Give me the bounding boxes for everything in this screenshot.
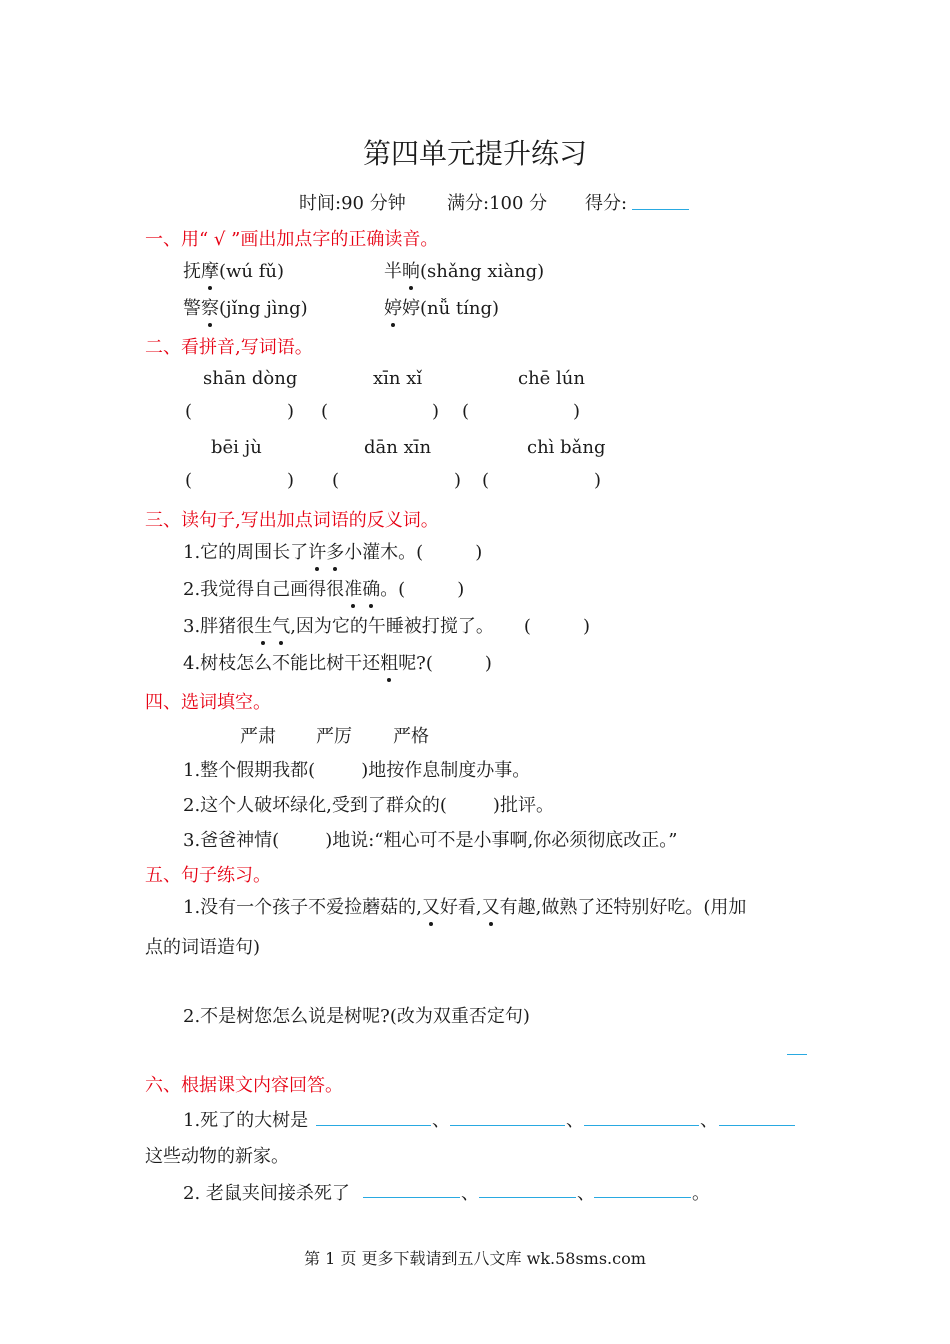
s5-question-1	[183, 893, 746, 919]
s5-q1-text: 1.没有一个孩子不爱捡蘑菇的,	[183, 897, 422, 918]
s6-q1-text: 1.死了的大树是	[183, 1110, 309, 1131]
answer-paren-close: )	[573, 401, 581, 422]
s3-q4-text: 呢?(	[398, 653, 433, 674]
s6-separator: 、	[700, 1110, 718, 1131]
time-limit: 时间:90 分钟	[299, 193, 406, 214]
s3-q3-dotted-char: 气	[272, 612, 290, 638]
s1-w1-dotted-char: 摩	[201, 257, 219, 283]
answer-paren-open: (	[332, 470, 340, 491]
s3-q4-text: 4.树枝怎么不能比树干还	[183, 653, 381, 674]
pinyin-item: xīn xǐ	[373, 368, 423, 389]
s6-q2-blank-2[interactable]	[479, 1197, 576, 1198]
s3-q4-paren-close: )	[484, 653, 492, 674]
answer-paren-close: )	[454, 470, 462, 491]
s1-w4-char-b: 婷	[402, 298, 420, 319]
s1-w1-char-a: 抚	[183, 261, 201, 282]
s4-q1-text: )地按作息制度办事。	[361, 760, 531, 781]
section-6-heading: 六、根据课文内容回答。	[145, 1075, 343, 1096]
s3-q1-dotted-char: 多	[326, 538, 344, 564]
s1-w3-dotted-char: 察	[201, 294, 219, 320]
s5-q1-dotted-char: 又	[422, 893, 440, 919]
s6-separator: 、	[566, 1110, 584, 1131]
s6-q2-blank-1[interactable]	[363, 1197, 460, 1198]
s4-question-1	[183, 756, 530, 782]
s1-word-3	[183, 294, 308, 320]
s3-q3-paren-open: (	[523, 616, 531, 637]
score-label: 得分:	[585, 193, 628, 214]
word-choice: 严格	[393, 726, 429, 747]
s5-q1-answer-area[interactable]	[183, 960, 793, 994]
s3-q3-text: ,因为它的午睡被打搅了。	[290, 616, 494, 637]
s5-q1-continuation: 点的词语造句)	[145, 937, 261, 958]
s4-q3-text: 3.爸爸神情(	[183, 830, 280, 851]
s3-q1-text: 1.它的周围长了	[183, 542, 309, 563]
answer-paren-close: )	[287, 401, 295, 422]
s1-w3-char-a: 警	[183, 298, 201, 319]
section-1-heading: 一、用“ √ ”画出加点字的正确读音。	[145, 229, 439, 250]
s4-q3-text: )地说:“粗心可不是小事啊,你必须彻底改正。”	[325, 830, 678, 851]
s1-w1-pinyin-options[interactable]: (wú fǔ)	[219, 261, 285, 282]
answer-paren-open: (	[462, 401, 470, 422]
section-2-heading: 二、看拼音,写词语。	[145, 337, 313, 358]
s1-w2-pinyin-options[interactable]: (shǎng xiàng)	[420, 261, 545, 282]
s6-separator: 、	[432, 1110, 450, 1131]
s3-q2-dotted-char: 确	[362, 575, 380, 601]
answer-paren-close: )	[287, 470, 295, 491]
answer-paren-close: )	[594, 470, 602, 491]
s3-q2-paren-close: )	[457, 579, 465, 600]
s1-w4-dotted-char: 婷	[384, 294, 402, 320]
s3-q3-paren-close: )	[582, 616, 590, 637]
s3-question-1	[183, 538, 482, 564]
pinyin-item: shān dòng	[203, 368, 298, 389]
full-score: 满分:100 分	[447, 193, 548, 214]
s5-question-2: 2.不是树您怎么说是树呢?(改为双重否定句)	[183, 1006, 530, 1027]
s1-w2-dotted-char: 晌	[402, 257, 420, 283]
s3-q1-paren-close: )	[475, 542, 483, 563]
pinyin-item: chē lún	[518, 368, 585, 389]
answer-paren-open: (	[185, 401, 193, 422]
pinyin-item: bēi jù	[211, 437, 262, 458]
s1-w4-pinyin-options[interactable]: (nǚ tíng)	[420, 298, 500, 319]
s3-q2-dotted-char: 准	[344, 575, 362, 601]
s6-q1-blank-4[interactable]	[719, 1125, 795, 1126]
score-blank[interactable]	[632, 209, 689, 210]
s3-q3-text: 3.胖猪很	[183, 616, 255, 637]
s1-word-4	[384, 294, 499, 320]
s4-q2-text: 2.这个人破坏绿化,受到了群众的(	[183, 795, 447, 816]
s3-question-3	[183, 612, 590, 638]
s1-word-1	[183, 257, 284, 283]
page-footer: 第 1 页 更多下载请到五八文库 wk.58sms.com	[304, 1249, 646, 1268]
s5-q1-text: 好看,	[439, 897, 482, 918]
section-5-heading: 五、句子练习。	[145, 865, 271, 886]
s6-q1-continuation: 这些动物的新家。	[145, 1146, 289, 1167]
s3-question-4	[183, 649, 492, 675]
pinyin-item: chì bǎng	[527, 437, 606, 458]
s6-q2-text: 2. 老鼠夹间接杀死了	[183, 1183, 350, 1204]
s1-w2-char-a: 半	[384, 261, 402, 282]
word-choice: 严肃	[240, 726, 276, 747]
page-title: 第四单元提升练习	[362, 137, 587, 170]
s5-q2-answer-line[interactable]	[787, 1054, 807, 1055]
section-4-heading: 四、选词填空。	[145, 692, 271, 713]
s4-question-3	[183, 826, 677, 852]
answer-paren-open: (	[185, 470, 193, 491]
s4-question-2	[183, 791, 554, 817]
s4-q2-text: )批评。	[492, 795, 554, 816]
s3-q3-dotted-char: 生	[254, 612, 272, 638]
pinyin-item: dān xīn	[364, 437, 432, 458]
s6-end-mark: 。	[692, 1183, 710, 1204]
section-3-heading: 三、读句子,写出加点词语的反义词。	[145, 510, 439, 531]
s1-w3-pinyin-options[interactable]: (jǐng jìng)	[219, 298, 308, 319]
answer-paren-open: (	[321, 401, 329, 422]
s3-question-2	[183, 575, 464, 601]
s6-q1-blank-1[interactable]	[316, 1125, 431, 1126]
s3-q1-dotted-char: 许	[308, 538, 326, 564]
s1-word-2	[384, 257, 544, 283]
s6-q1-blank-2[interactable]	[450, 1125, 565, 1126]
s5-q2-answer-area[interactable]	[183, 1030, 793, 1056]
s3-q1-text: 小灌木。(	[344, 542, 424, 563]
answer-paren-open: (	[482, 470, 490, 491]
s3-q4-dotted-char: 粗	[380, 649, 398, 675]
s6-q2-blank-3[interactable]	[594, 1197, 691, 1198]
answer-paren-close: )	[432, 401, 440, 422]
word-choice: 严厉	[316, 726, 352, 747]
s5-q1-text: 有趣,做熟了还特别好吃。(用加	[499, 897, 747, 918]
s6-separator: 、	[461, 1183, 479, 1204]
s3-q2-text: 2.我觉得自己画得很	[183, 579, 345, 600]
s6-separator: 、	[577, 1183, 595, 1204]
s4-q1-text: 1.整个假期我都(	[183, 760, 316, 781]
s3-q2-text: 。(	[380, 579, 406, 600]
s6-q1-blank-3[interactable]	[584, 1125, 699, 1126]
s5-q1-dotted-char: 又	[482, 893, 500, 919]
